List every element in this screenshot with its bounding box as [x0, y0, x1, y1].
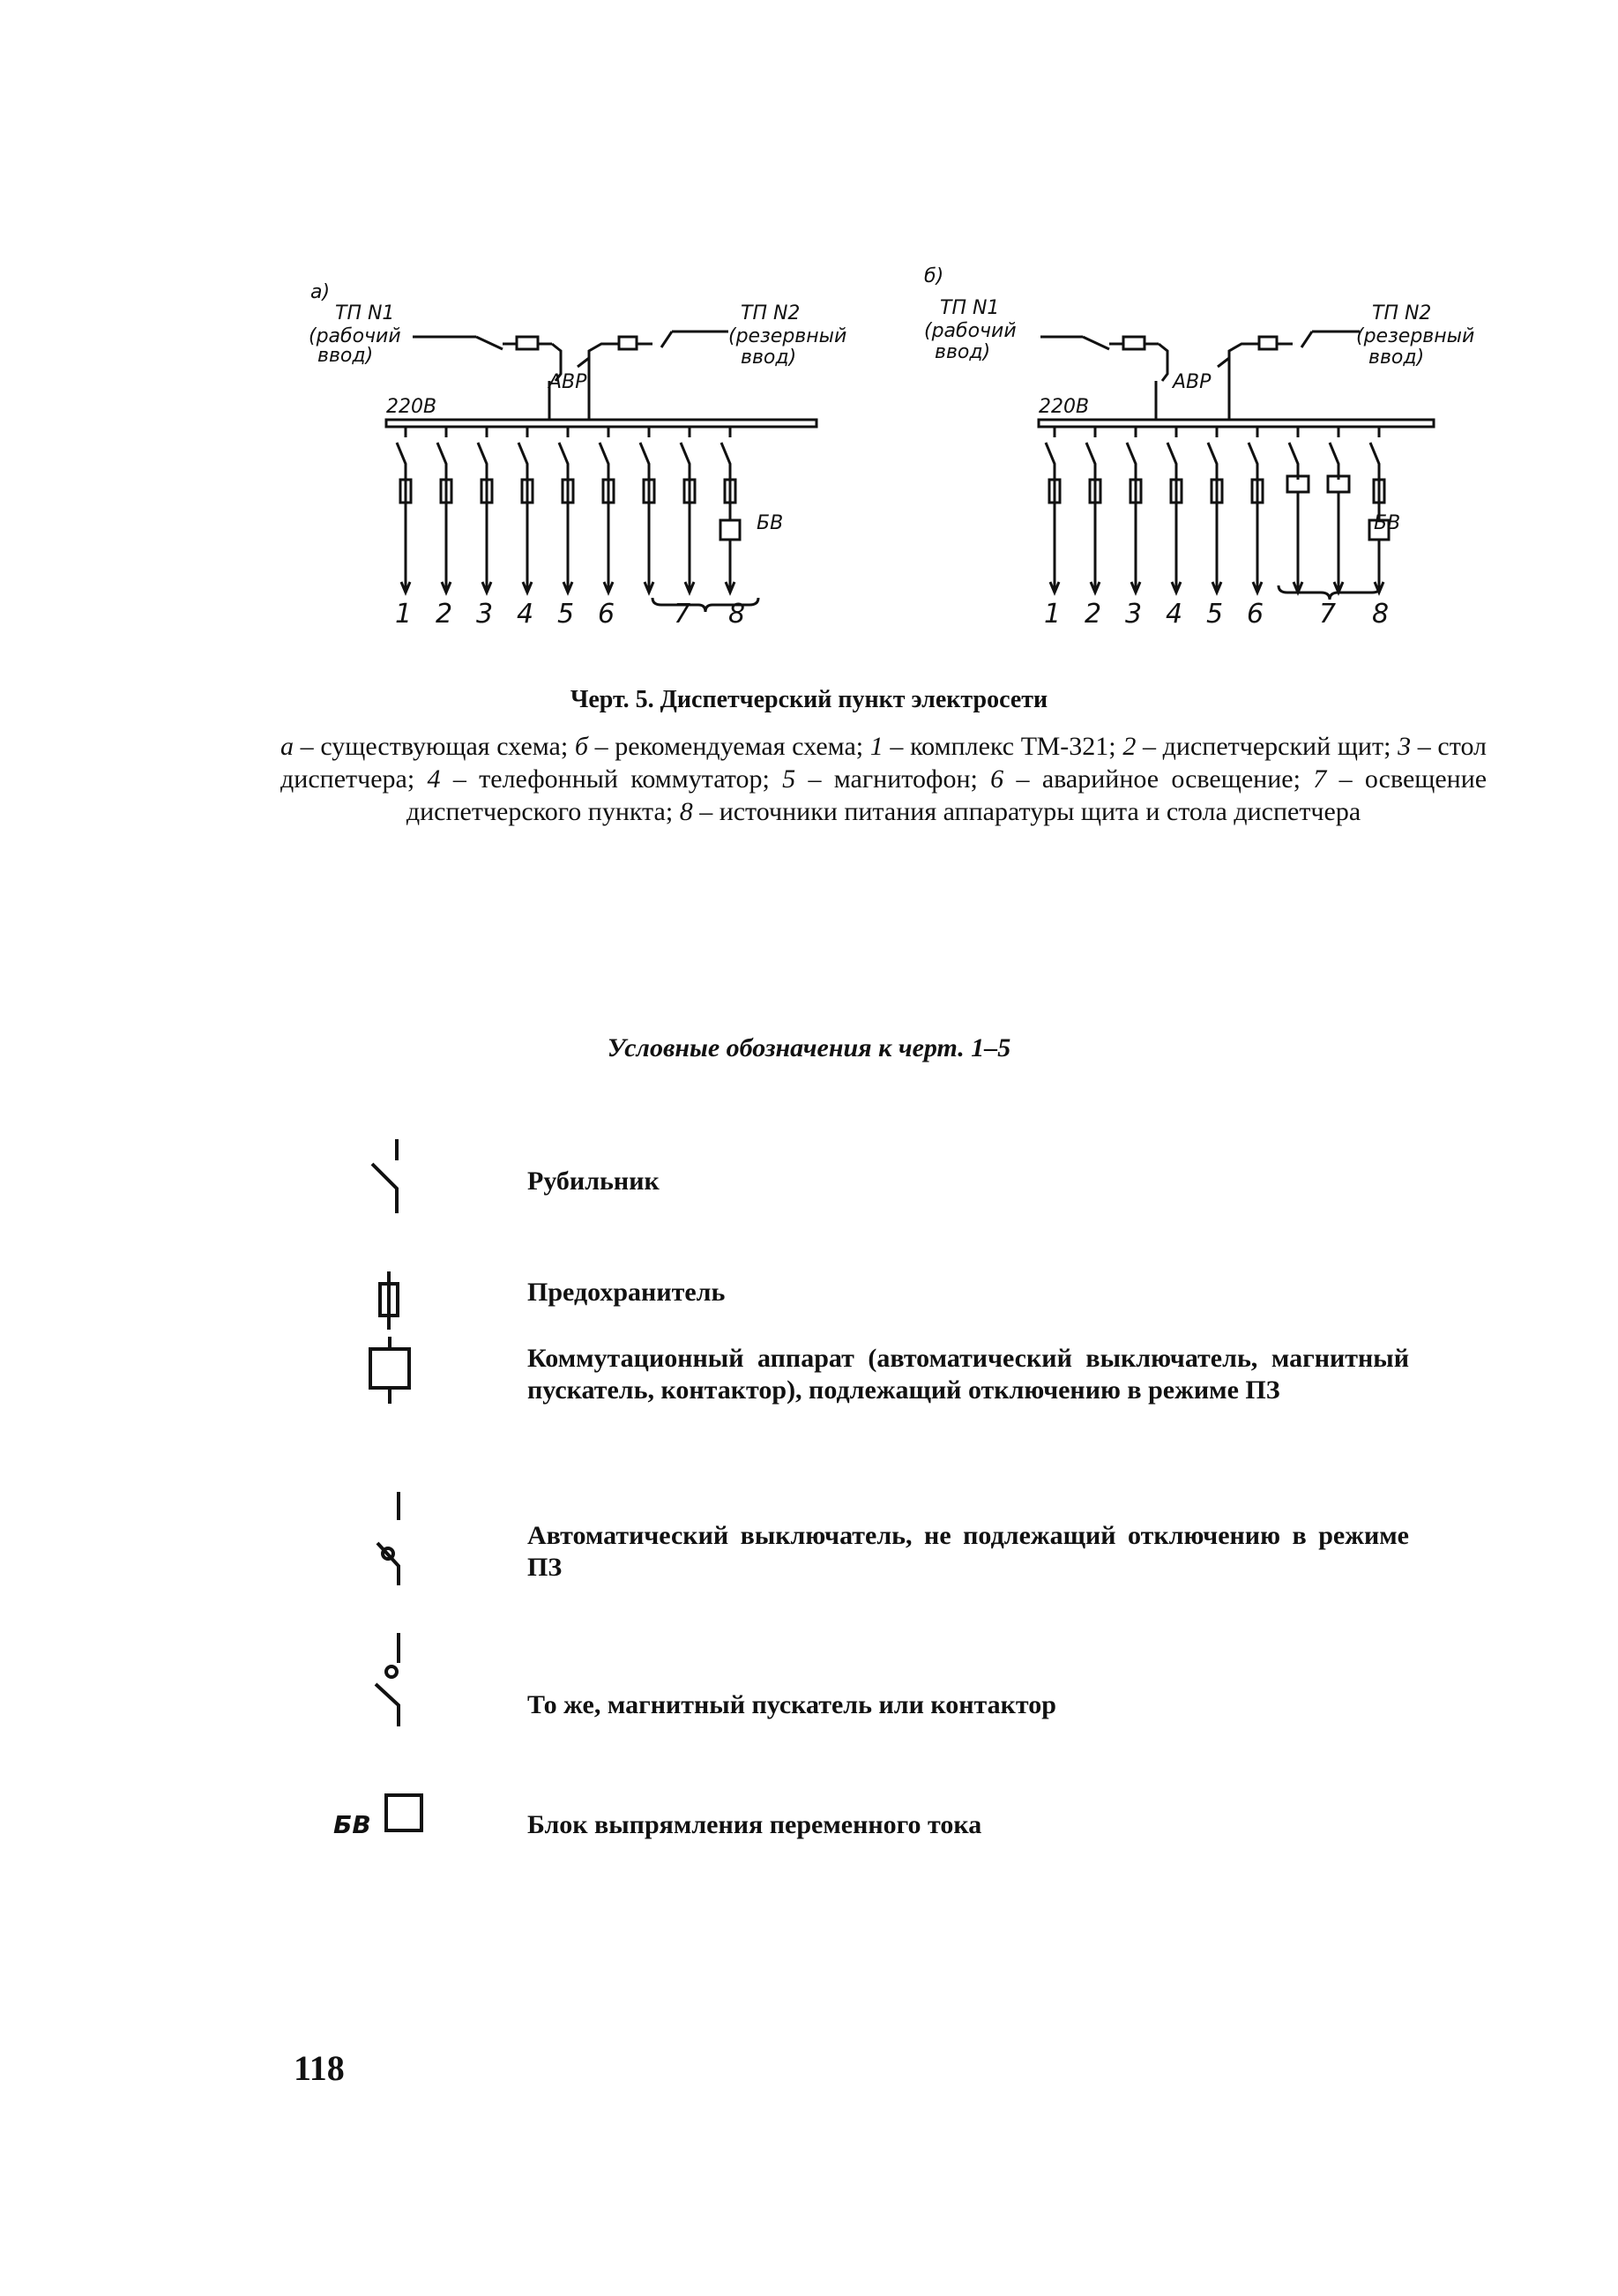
branch-switch [1086, 427, 1095, 480]
branch-line [1212, 503, 1221, 593]
caption-key: 4 [427, 764, 441, 794]
caption-text-part: аварийное освещение; [1041, 764, 1301, 794]
branch-switch [478, 427, 487, 480]
caption-text-part: магнитофон; [833, 764, 978, 794]
branch-switch [721, 427, 730, 480]
rectifier-block-label: БВ [333, 1810, 371, 1839]
legend-item-rectifier-block: Блок выпрямления переменного тока [527, 1810, 982, 1839]
branch-switch [1208, 427, 1217, 480]
caption-text-part: рекомендуемая схема; [615, 732, 864, 761]
diagram-b [908, 256, 1517, 635]
branch-switch [1046, 427, 1055, 480]
branch-switch [640, 427, 649, 480]
circuit-breaker-icon [367, 1490, 411, 1592]
branch-line [645, 503, 653, 593]
bv-label: БВ [1374, 512, 1401, 534]
tp1-sub1: (рабочий [309, 325, 401, 347]
figure-caption-title: Черт. 5. Диспетчерский пункт электросети [570, 686, 1048, 713]
branch-switch [681, 427, 690, 480]
branch-line [1131, 503, 1140, 593]
branch-number: 5 [1206, 599, 1224, 630]
branch-switch [397, 427, 406, 480]
branch-line [523, 503, 532, 593]
branch-number: 1 [1044, 599, 1062, 630]
panel-letter: а) [310, 281, 331, 303]
caption-key: 1 [869, 732, 884, 761]
branch-number: 3 [476, 599, 494, 630]
tp2-sub1: (резервный [728, 325, 847, 347]
branch-number: 8 [728, 599, 746, 630]
knife-switch-icon [363, 1137, 407, 1221]
legend-item-knife-switch: Рубильник [527, 1167, 660, 1196]
branch-switch [518, 427, 527, 480]
caption-key: 2 [1122, 732, 1137, 761]
tp2-sub1: (резервный [1356, 325, 1475, 347]
rectifier-block [720, 520, 740, 540]
caption-text-part: стол диспетчера; [280, 732, 1488, 794]
caption-text-part: освещение диспетчерского пункта; [406, 764, 1488, 826]
tp1-sub1: (рабочий [924, 320, 1017, 342]
caption-key: 5 [782, 764, 796, 794]
branch-number: 7 [674, 599, 691, 630]
tp2-sub2: ввод) [1368, 347, 1425, 369]
branch-line [401, 503, 410, 593]
feeder-fuse [619, 337, 637, 349]
caption-text-part: комплекс ТМ-321; [910, 732, 1116, 761]
switching-device-icon [365, 1335, 414, 1410]
branch-number: 2 [1085, 599, 1102, 630]
branch-number: 1 [395, 599, 413, 630]
voltage-label: 220В [1039, 396, 1090, 418]
feeder-fuse [1259, 337, 1277, 349]
rectifier-block-icon [383, 1792, 427, 1840]
caption-key: 3 [1398, 732, 1412, 761]
busbar [1039, 420, 1434, 427]
branch-line [1091, 503, 1100, 593]
branch-switch [1330, 427, 1338, 480]
feeder-tp2 [1229, 332, 1360, 367]
caption-text-part: существующая схема; [320, 732, 569, 761]
branch-line [1253, 503, 1262, 593]
tp1-name: ТП N1 [940, 297, 1000, 319]
branch-number: 4 [1166, 599, 1183, 630]
branch-switch [1370, 427, 1379, 480]
feeder-fuse [1123, 337, 1145, 349]
avr-label: АВР [548, 371, 587, 393]
feeder-tp1 [1040, 337, 1167, 381]
page-number: 118 [294, 2048, 345, 2088]
legend-item-circuit-breaker: Автоматический выключатель, не подлежащий отключению в режиме ПЗ [527, 1521, 1409, 1582]
caption-text-part: источники питания аппаратуры щита и стола диспетчера [719, 797, 1361, 826]
caption-key: 6 [990, 764, 1004, 794]
group-brace [1279, 585, 1381, 600]
branch-number: 2 [436, 599, 453, 630]
tp1-sub2: ввод) [935, 341, 991, 363]
caption-text-part: диспетчерский щит; [1162, 732, 1391, 761]
branch-switch [1289, 427, 1298, 480]
branch-number: 8 [1372, 599, 1390, 630]
fuse-icon [376, 1270, 402, 1336]
branch-line [1050, 503, 1059, 593]
branch-number: 6 [598, 599, 615, 630]
branch-switch [1167, 427, 1176, 480]
caption-text-part: телефонный коммутатор; [479, 764, 770, 794]
bv-label: БВ [757, 512, 784, 534]
tp2-name: ТП N2 [741, 302, 801, 324]
branch-switch [600, 427, 608, 480]
voltage-label: 220В [386, 396, 437, 418]
branch-switch [1249, 427, 1257, 480]
tp1-sub2: ввод) [317, 345, 374, 367]
legend-item-fuse: Предохранитель [527, 1278, 726, 1307]
caption-key: а [280, 732, 294, 761]
tp1-name: ТП N1 [335, 302, 395, 324]
branch-switch [559, 427, 568, 480]
branch-line [685, 503, 694, 593]
contactor-icon [365, 1631, 409, 1733]
branch-line [442, 503, 451, 593]
legend-title: Условные обозначения к черт. 1–5 [607, 1033, 1011, 1062]
legend-item-switching-device: Коммутационный аппарат (автоматический выключатель, магнитный пускатель, контактор), подлежащий отключению в режиме ПЗ [527, 1344, 1409, 1405]
feeder-tp2 [589, 332, 728, 367]
caption-key: 7 [1313, 764, 1327, 794]
feeder-fuse [517, 337, 538, 349]
branch-line [1294, 492, 1302, 593]
branch-number: 7 [1319, 599, 1337, 630]
legend-item-contactor: То же, магнитный пускатель или контактор [527, 1690, 1056, 1719]
branch-number: 3 [1125, 599, 1143, 630]
panel-letter: б) [924, 265, 944, 287]
avr-label: АВР [1173, 371, 1212, 393]
branch-number: 4 [517, 599, 534, 630]
branch-line [482, 503, 491, 593]
branch-line [1172, 503, 1181, 593]
branch-switch [1127, 427, 1136, 480]
diagram-a [291, 256, 899, 635]
tp2-name: ТП N2 [1372, 302, 1432, 324]
caption-key: 8 [679, 797, 693, 826]
branch-line [1334, 492, 1343, 593]
branch-switch [437, 427, 446, 480]
branch-number: 6 [1247, 599, 1264, 630]
branch-line [604, 503, 613, 593]
busbar [386, 420, 816, 427]
branch-line [563, 503, 572, 593]
branch-number: 5 [557, 599, 575, 630]
figure-caption-legend: а – существующая схема; б – рекомендуемая схема; 1 – комплекс ТМ-321; 2 – диспетчерский щит; 3 – стол диспетчера; 4 – телефонный коммутатор; 5 – магнитофон; 6 – аварийное освещение; 7 – освещение диспетчерского пункта; 8 – источники питания аппаратуры щита и стола диспетчера [280, 732, 1488, 826]
caption-key: б [574, 732, 588, 761]
tp2-sub2: ввод) [741, 347, 797, 369]
